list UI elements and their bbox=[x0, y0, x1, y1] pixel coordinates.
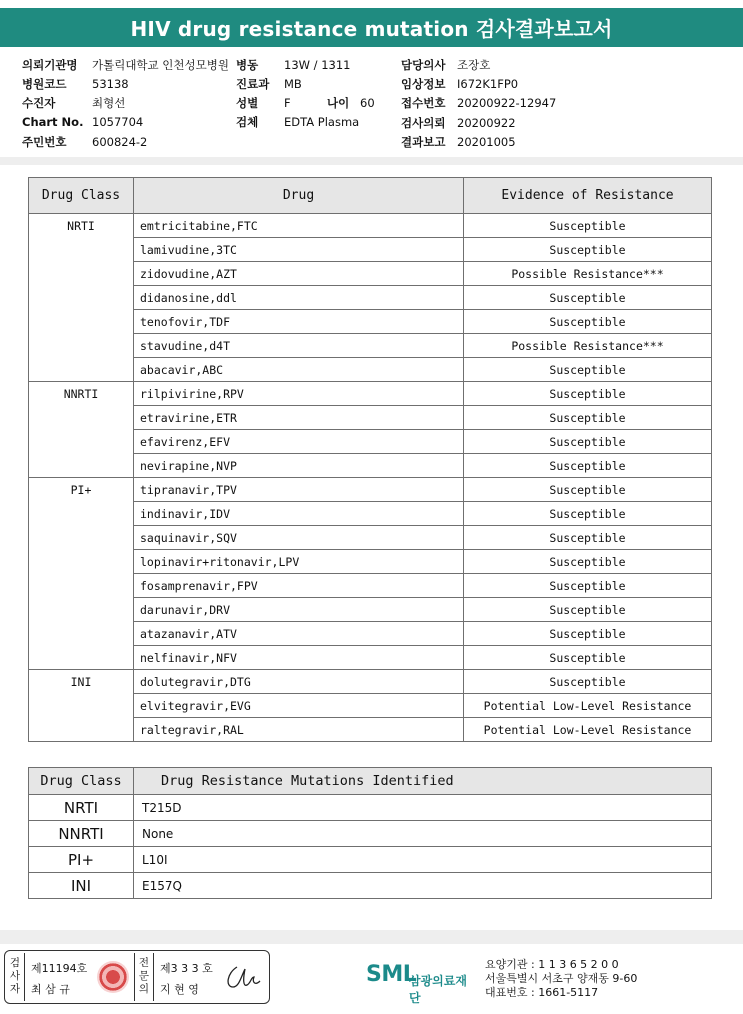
reviewer-label: 전문의 bbox=[138, 957, 150, 995]
evidence-cell: Susceptible bbox=[464, 574, 712, 598]
field-value: I672K1FP0 bbox=[457, 77, 519, 91]
field-value: 최형선 bbox=[92, 96, 126, 110]
field-label: 주민번호 bbox=[22, 135, 67, 149]
report-title: HIV drug resistance mutation 검사결과보고서 bbox=[0, 8, 743, 47]
org-name: 삼광의료재단 bbox=[409, 974, 467, 1005]
drug-cell: elvitegravir,EVG bbox=[134, 694, 464, 718]
drug-cell: didanosine,ddl bbox=[134, 286, 464, 310]
drug-cell: dolutegravir,DTG bbox=[134, 670, 464, 694]
table-header-row bbox=[29, 178, 712, 214]
evidence-cell: Susceptible bbox=[464, 382, 712, 406]
patient-info bbox=[0, 52, 743, 156]
evidence-cell: Susceptible bbox=[464, 622, 712, 646]
lab-phone: 대표번호 : 1661-5117 bbox=[485, 986, 599, 999]
org-logo bbox=[366, 960, 478, 1005]
seal-stamp-icon bbox=[97, 961, 129, 993]
drug-cell: tenofovir,TDF bbox=[134, 310, 464, 334]
evidence-cell: Susceptible bbox=[464, 502, 712, 526]
inspector-name: 최 삼 규 bbox=[31, 983, 70, 996]
evidence-cell: Susceptible bbox=[464, 310, 712, 334]
lab-code: 요양기관 : 1 1 3 6 5 2 0 0 bbox=[485, 958, 619, 971]
evidence-cell: Susceptible bbox=[464, 406, 712, 430]
header-mutations: Drug Resistance Mutations Identified bbox=[134, 768, 712, 795]
mutation-value: None bbox=[134, 821, 712, 847]
mutation-class: PI+ bbox=[29, 847, 134, 873]
field-label: 접수번호 bbox=[401, 96, 446, 110]
drug-cell: nelfinavir,NFV bbox=[134, 646, 464, 670]
drug-cell: lamivudine,3TC bbox=[134, 238, 464, 262]
field-value: 53138 bbox=[92, 77, 129, 91]
field-ward bbox=[236, 57, 350, 73]
field-value: EDTA Plasma bbox=[284, 115, 360, 129]
field-value: 20200922 bbox=[457, 116, 516, 130]
evidence-cell: Susceptible bbox=[464, 358, 712, 382]
field-label: 수진자 bbox=[22, 96, 56, 110]
field-value: 20200922-12947 bbox=[457, 96, 557, 110]
field-label: 검사의뢰 bbox=[401, 116, 446, 130]
table-row bbox=[29, 873, 712, 899]
mutation-value: E157Q bbox=[134, 873, 712, 899]
drug-cell: lopinavir+ritonavir,LPV bbox=[134, 550, 464, 574]
signature-box bbox=[4, 950, 270, 1004]
resistance-table bbox=[28, 177, 712, 742]
divider-line bbox=[24, 953, 25, 1001]
table-row bbox=[29, 821, 712, 847]
field-request-date bbox=[401, 115, 516, 131]
evidence-cell: Susceptible bbox=[464, 454, 712, 478]
field-patient-name bbox=[22, 95, 125, 111]
evidence-cell: Susceptible bbox=[464, 478, 712, 502]
inspector-label: 검사자 bbox=[9, 957, 21, 995]
evidence-cell: Potential Low-Level Resistance bbox=[464, 718, 712, 742]
field-accession-number bbox=[401, 95, 556, 111]
table-row bbox=[29, 670, 712, 694]
field-department bbox=[236, 76, 302, 92]
field-clinical-info bbox=[401, 76, 518, 92]
header-drug: Drug bbox=[134, 178, 464, 214]
field-label: 담당의사 bbox=[401, 58, 446, 72]
field-resident-number bbox=[22, 134, 147, 150]
drug-cell: etravirine,ETR bbox=[134, 406, 464, 430]
field-attending-doctor bbox=[401, 57, 490, 73]
evidence-cell: Susceptible bbox=[464, 670, 712, 694]
table-row bbox=[29, 795, 712, 821]
field-value: 조장호 bbox=[457, 58, 491, 72]
drug-cell: rilpivirine,RPV bbox=[134, 382, 464, 406]
drug-cell: efavirenz,EFV bbox=[134, 430, 464, 454]
table-header-row bbox=[29, 768, 712, 795]
lab-address: 서울특별시 서초구 양재동 9-60 bbox=[485, 972, 638, 985]
mutation-class: INI bbox=[29, 873, 134, 899]
field-value: 60 bbox=[360, 96, 375, 110]
drug-cell: raltegravir,RAL bbox=[134, 718, 464, 742]
divider-line bbox=[134, 953, 135, 1001]
field-value: F bbox=[284, 96, 291, 110]
drug-class-cell: NRTI bbox=[29, 214, 134, 382]
field-value: 600824-2 bbox=[92, 135, 148, 149]
field-label: 병원코드 bbox=[22, 77, 67, 91]
field-label: 나이 bbox=[327, 96, 350, 110]
mutation-table bbox=[28, 767, 712, 899]
signature-icon bbox=[223, 959, 263, 995]
field-sex bbox=[236, 95, 291, 111]
evidence-cell: Susceptible bbox=[464, 526, 712, 550]
field-label: 임상정보 bbox=[401, 77, 446, 91]
field-label: 결과보고 bbox=[401, 135, 446, 149]
drug-cell: nevirapine,NVP bbox=[134, 454, 464, 478]
evidence-cell: Susceptible bbox=[464, 430, 712, 454]
evidence-cell: Susceptible bbox=[464, 598, 712, 622]
evidence-cell: Potential Low-Level Resistance bbox=[464, 694, 712, 718]
table-row bbox=[29, 847, 712, 873]
drug-class-cell: NNRTI bbox=[29, 382, 134, 478]
mutation-class: NNRTI bbox=[29, 821, 134, 847]
header-drug-class: Drug Class bbox=[29, 178, 134, 214]
field-value: 13W / 1311 bbox=[284, 58, 351, 72]
mutation-value: T215D bbox=[134, 795, 712, 821]
inspector-license: 제11194호 bbox=[31, 962, 88, 975]
evidence-cell: Possible Resistance*** bbox=[464, 334, 712, 358]
drug-cell: darunavir,DRV bbox=[134, 598, 464, 622]
drug-cell: abacavir,ABC bbox=[134, 358, 464, 382]
drug-cell: tipranavir,TPV bbox=[134, 478, 464, 502]
drug-cell: saquinavir,SQV bbox=[134, 526, 464, 550]
field-specimen bbox=[236, 114, 359, 130]
footer-divider bbox=[0, 930, 743, 944]
field-requesting-institution bbox=[22, 57, 229, 73]
drug-cell: indinavir,IDV bbox=[134, 502, 464, 526]
field-value: 가톨릭대학교 인천성모병원 bbox=[92, 58, 229, 72]
evidence-cell: Susceptible bbox=[464, 214, 712, 238]
drug-cell: emtricitabine,FTC bbox=[134, 214, 464, 238]
header-evidence: Evidence of Resistance bbox=[464, 178, 712, 214]
evidence-cell: Susceptible bbox=[464, 238, 712, 262]
drug-class-cell: PI+ bbox=[29, 478, 134, 670]
mutation-value: L10I bbox=[134, 847, 712, 873]
logo-mark: SML bbox=[366, 962, 417, 987]
drug-cell: zidovudine,AZT bbox=[134, 262, 464, 286]
divider-line bbox=[153, 953, 154, 1001]
field-report-date bbox=[401, 134, 516, 150]
field-label: 성별 bbox=[236, 96, 259, 110]
reviewer-license: 제3 3 3 호 bbox=[160, 962, 213, 975]
field-age bbox=[327, 95, 375, 111]
section-divider bbox=[0, 157, 743, 165]
evidence-cell: Susceptible bbox=[464, 550, 712, 574]
resistance-table-body bbox=[29, 214, 712, 742]
drug-cell: stavudine,d4T bbox=[134, 334, 464, 358]
table-row bbox=[29, 382, 712, 406]
table-row bbox=[29, 478, 712, 502]
field-label: Chart No. bbox=[22, 115, 84, 129]
drug-class-cell: INI bbox=[29, 670, 134, 742]
field-value: 20201005 bbox=[457, 135, 516, 149]
table-row bbox=[29, 214, 712, 238]
field-value: MB bbox=[284, 77, 302, 91]
field-label: 병동 bbox=[236, 58, 259, 72]
evidence-cell: Susceptible bbox=[464, 286, 712, 310]
reviewer-name: 지 현 영 bbox=[160, 983, 199, 996]
field-hospital-code bbox=[22, 76, 129, 92]
drug-cell: atazanavir,ATV bbox=[134, 622, 464, 646]
field-value: 1057704 bbox=[92, 115, 144, 129]
field-label: 진료과 bbox=[236, 77, 270, 91]
field-label: 의뢰기관명 bbox=[22, 58, 78, 72]
evidence-cell: Possible Resistance*** bbox=[464, 262, 712, 286]
mutation-class: NRTI bbox=[29, 795, 134, 821]
evidence-cell: Susceptible bbox=[464, 646, 712, 670]
drug-cell: fosamprenavir,FPV bbox=[134, 574, 464, 598]
field-label: 검체 bbox=[236, 115, 259, 129]
lab-info bbox=[485, 958, 637, 1000]
field-chart-no bbox=[22, 115, 143, 129]
header-drug-class: Drug Class bbox=[29, 768, 134, 795]
